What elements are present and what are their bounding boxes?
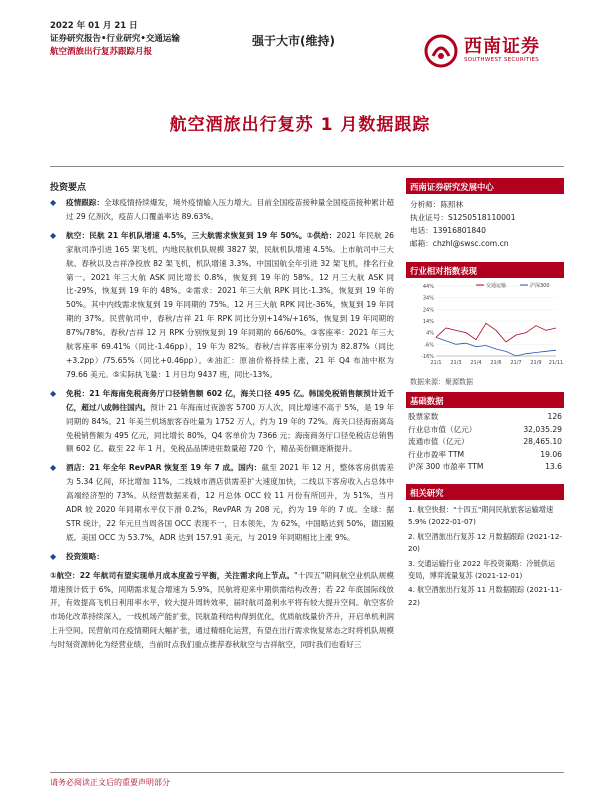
para-strategy-head bbox=[50, 550, 394, 564]
analyst-name: 分析师：陈照林 bbox=[410, 200, 464, 209]
strategy-lead: ①航空：22 年航司有望实现单月成本度盈亏平衡，关注需求向上节点。 bbox=[50, 570, 295, 580]
basics-list bbox=[406, 408, 564, 474]
related-box bbox=[406, 484, 564, 615]
report-meta bbox=[50, 20, 180, 59]
logo-en: SOUTHWEST SECURITIES bbox=[464, 57, 540, 63]
para-hotel-text: 截至 2021 年 12 月，整体客房供需差为 5.34 亿间，环比增加 11%，二线城市酒店供需差扩大速度加快，二线以下客房收入占总体中高端经济型的 73%。从经营数据来看，12 月总体 OCC 较 11 月份有所回升，为 51%，当月 ADR 较 2020 年同期水平仅下滑 0.2%，RevPAR 为 208 元，约为 19 年的 7 成。全球：据 STR 统计，22 年元旦当周各国 OCC 表现不一，日本领先，为 62%，中国略达到 50%，德国殿底。美国 OCC 为 53.7%，ADR 达到 157.91 美元，与 2019 年同期相比上涨 9%。 bbox=[66, 463, 394, 542]
strategy-text: "十四五"期间航空业机队规模增速预计低于 6%，同期需求复合增速为 5.9%，民航将迎来中期供需结构改善；若 22 年底国际线放开，有效提高飞机日利用率水平，较大提升周转效率，届时航司盈利水平将有较大提升空间。航空客价市场化改革持续深入，一线机场产能扩张，民航盈利结构得到优化，优质航线量价齐升，开启单机利润上升空间。民营航司在疫情期间大幅扩张，通过精细化运营，有望在出行需求恢复常态之时将机队规模与时刻资源转化为经营业绩，当前时点我们重点推荐春秋航空与吉祥航空，同时我们也看好三 bbox=[50, 570, 395, 650]
chart-y-tick: 24% bbox=[422, 307, 434, 314]
basics-row bbox=[406, 461, 564, 474]
para-aviation bbox=[50, 229, 394, 382]
footer-disclaimer: 请务必阅读正文后的重要声明部分 bbox=[50, 778, 170, 787]
company-logo bbox=[424, 32, 564, 72]
chart-y-tick: 4% bbox=[426, 330, 434, 337]
basics-row bbox=[406, 424, 564, 437]
basics-row bbox=[406, 411, 564, 424]
chart-x-tick: 21/4 bbox=[470, 360, 482, 366]
basics-key: 沪深 300 市盈率 TTM bbox=[408, 462, 484, 472]
basics-header: 基础数据 bbox=[406, 392, 564, 408]
chart-legend-label: 沪深300 bbox=[530, 283, 550, 289]
para-hotel-lead: 酒店：21 年全年 RevPAR 恢复至 19 年 7 成。国内： bbox=[66, 463, 262, 473]
para-aviation-text: 2021 年民航 26 家航司净引进 165 架飞机，内地民航机队规模 3827 架，民航机队增速 4.5%。上市航司中三大航、春秋以及吉祥净投放 82 架飞机，机队增速 3.3%。中国国航全年引进 32 架飞机，排名行业第一。2021 年三大航 ASK 同比增长 0.8%，恢复到 19 年的 58%。12 月三大航 ASK 同比-29%，恢复到 19 年的 48%。②需求：2021 年三大航 RPK 同比-1.3%，恢复到 19 年的 50%。其中内线需求恢复到 19 年同期的 75%。12 月三大航 RPK 同比-36%，恢复到 19 年同期的 37%。民营航司中，春秋/吉祥 21 年 RPK 同比分别+14%/+16%，恢复到 19 年同期的 87%/78%。春秋/吉祥 12 月 RPK 分别恢复到 19 年同期的 66/60%。③客座率：2021 年三大航客座率 69.41%（同比-1.46pp），19 年为 82%。春秋/吉祥客座率分别为 82.87%（同比+3.2pp）/75.65%（同比+0.46pp）。④油汇：原油价格持续上涨，21 年 Q4 布油中枢为 79.66 美元。⑤实际执飞量：1 月日均 9437 班，同比-13%。 bbox=[66, 230, 394, 379]
para-dutyfree-lead: 免税：21 年海南免税商务厅口径销售额 602 亿，海关口径 495 亿。韩国免税销售额预计近千亿，超过八成韩往国内。 bbox=[66, 388, 394, 412]
basics-key: 行业市盈率 TTM bbox=[408, 449, 465, 459]
chart-x-tick: 21/9 bbox=[530, 360, 542, 366]
chart-y-tick: 44% bbox=[422, 284, 434, 290]
basics-value: 32,035.29 bbox=[523, 424, 562, 434]
chart-box bbox=[406, 262, 564, 389]
chart-y-tick: -16% bbox=[421, 354, 434, 360]
chart-x-tick: 21/7 bbox=[510, 360, 522, 366]
southwest-securities-logo-icon bbox=[424, 34, 458, 68]
chart-legend-label: 交通运输 bbox=[486, 283, 507, 289]
chart-header: 行业相对指数表现 bbox=[406, 262, 564, 278]
basics-row bbox=[406, 449, 564, 462]
basics-key: 股票家数 bbox=[408, 412, 439, 421]
main-heading: 投资要点 bbox=[50, 183, 87, 193]
chart-x-tick: 21/11 bbox=[548, 360, 564, 366]
para-dutyfree-text: 预计 21 年海南过夜游客 5700 万人次，同比增速不高于 5%，是 19 年同期的 84%。21 年美兰机场旅客吞吐量为 1752 万人，约为 19 年的 72%。海关口径海南离岛免税销售额为 495 亿元，同比增长 80%，Q4 客单价为 7366 元；海南商务厅口径免税店总销售额 602 亿。截至 22 年 1 月，免税品品牌进驻数量超 720 个，精品美份额逐渐提升。 bbox=[66, 402, 395, 454]
chart-series-line bbox=[436, 337, 556, 356]
title-divider bbox=[50, 166, 564, 167]
analyst-cert: 执业证号：S1250518110001 bbox=[410, 213, 516, 222]
page-title: 航空酒旅出行复苏 1 月数据跟踪 bbox=[169, 115, 431, 135]
related-item[interactable]: 2. 航空酒旅出行复苏 12 月数据跟踪 (2021-12-20) bbox=[408, 531, 563, 554]
footer-divider bbox=[50, 772, 564, 773]
report-series: 航空酒旅出行复苏跟踪月报 bbox=[50, 47, 153, 57]
main-content bbox=[50, 196, 394, 657]
analyst-phone: 电话：13916801840 bbox=[410, 226, 486, 235]
para-aviation-lead: 航空：民航 21 年机队增速 4.5%，三大航需求恢复到 19 年 50%。①供给： bbox=[66, 230, 337, 240]
para-epidemic-text: 全球疫情持续爆发，境外疫情输入压力增大。目前全国疫苗接种量全国疫苗接种累计超过 29 亿剂次，疫苗人口覆盖率达 89.63%。 bbox=[66, 198, 395, 221]
related-item[interactable]: 3. 交通运输行业 2022 年投资策略：冷链供运变局，博弈流量复苏 (2021-12-01) bbox=[408, 558, 556, 581]
related-item[interactable]: 4. 航空酒旅出行复苏 11 月数据跟踪 (2021-11-22) bbox=[408, 585, 563, 607]
para-dutyfree bbox=[50, 387, 394, 457]
relative-index-chart bbox=[406, 278, 564, 374]
basics-key: 行业总市值（亿元） bbox=[408, 424, 477, 434]
basics-box bbox=[406, 392, 564, 474]
report-category: 证券研究报告•行业研究•交通运输 bbox=[50, 34, 180, 44]
para-epidemic-lead: 疫情跟踪： bbox=[66, 198, 105, 207]
basics-key: 流通市值（亿元） bbox=[408, 437, 469, 447]
para-strategy bbox=[50, 569, 394, 652]
logo-cn: 西南证券 bbox=[464, 36, 540, 57]
para-epidemic bbox=[50, 196, 394, 224]
rating: 强于大市(维持) bbox=[252, 34, 335, 48]
chart-x-tick: 21/3 bbox=[450, 360, 462, 366]
basics-value: 19.06 bbox=[540, 449, 562, 459]
chart-source: 数据来源：聚源数据 bbox=[410, 378, 473, 386]
report-date: 2022 年 01 月 21 日 bbox=[50, 21, 138, 31]
chart-x-tick: 21/1 bbox=[430, 360, 442, 366]
para-hotel bbox=[50, 461, 394, 544]
chart-y-tick: 14% bbox=[422, 319, 434, 325]
chart-y-tick: -6% bbox=[424, 342, 434, 349]
analyst-box bbox=[406, 178, 564, 254]
basics-row bbox=[406, 436, 564, 449]
related-item[interactable]: 1. 航空快报："十四五"期间民航旅客运输增速 5.9% (2022-01-07) bbox=[408, 505, 554, 527]
basics-value: 13.6 bbox=[545, 462, 562, 472]
basics-value: 28,465.10 bbox=[523, 437, 562, 447]
related-list bbox=[406, 500, 564, 615]
analyst-email[interactable]: 邮箱：chzhl@swsc.com.cn bbox=[410, 239, 509, 248]
chart-y-tick: 34% bbox=[422, 295, 434, 302]
related-header: 相关研究 bbox=[406, 484, 564, 500]
strategy-heading: 投资策略： bbox=[66, 551, 104, 561]
analyst-header: 西南证券研究发展中心 bbox=[406, 178, 564, 194]
basics-value: 126 bbox=[547, 412, 562, 421]
chart-x-tick: 21/6 bbox=[490, 360, 502, 366]
